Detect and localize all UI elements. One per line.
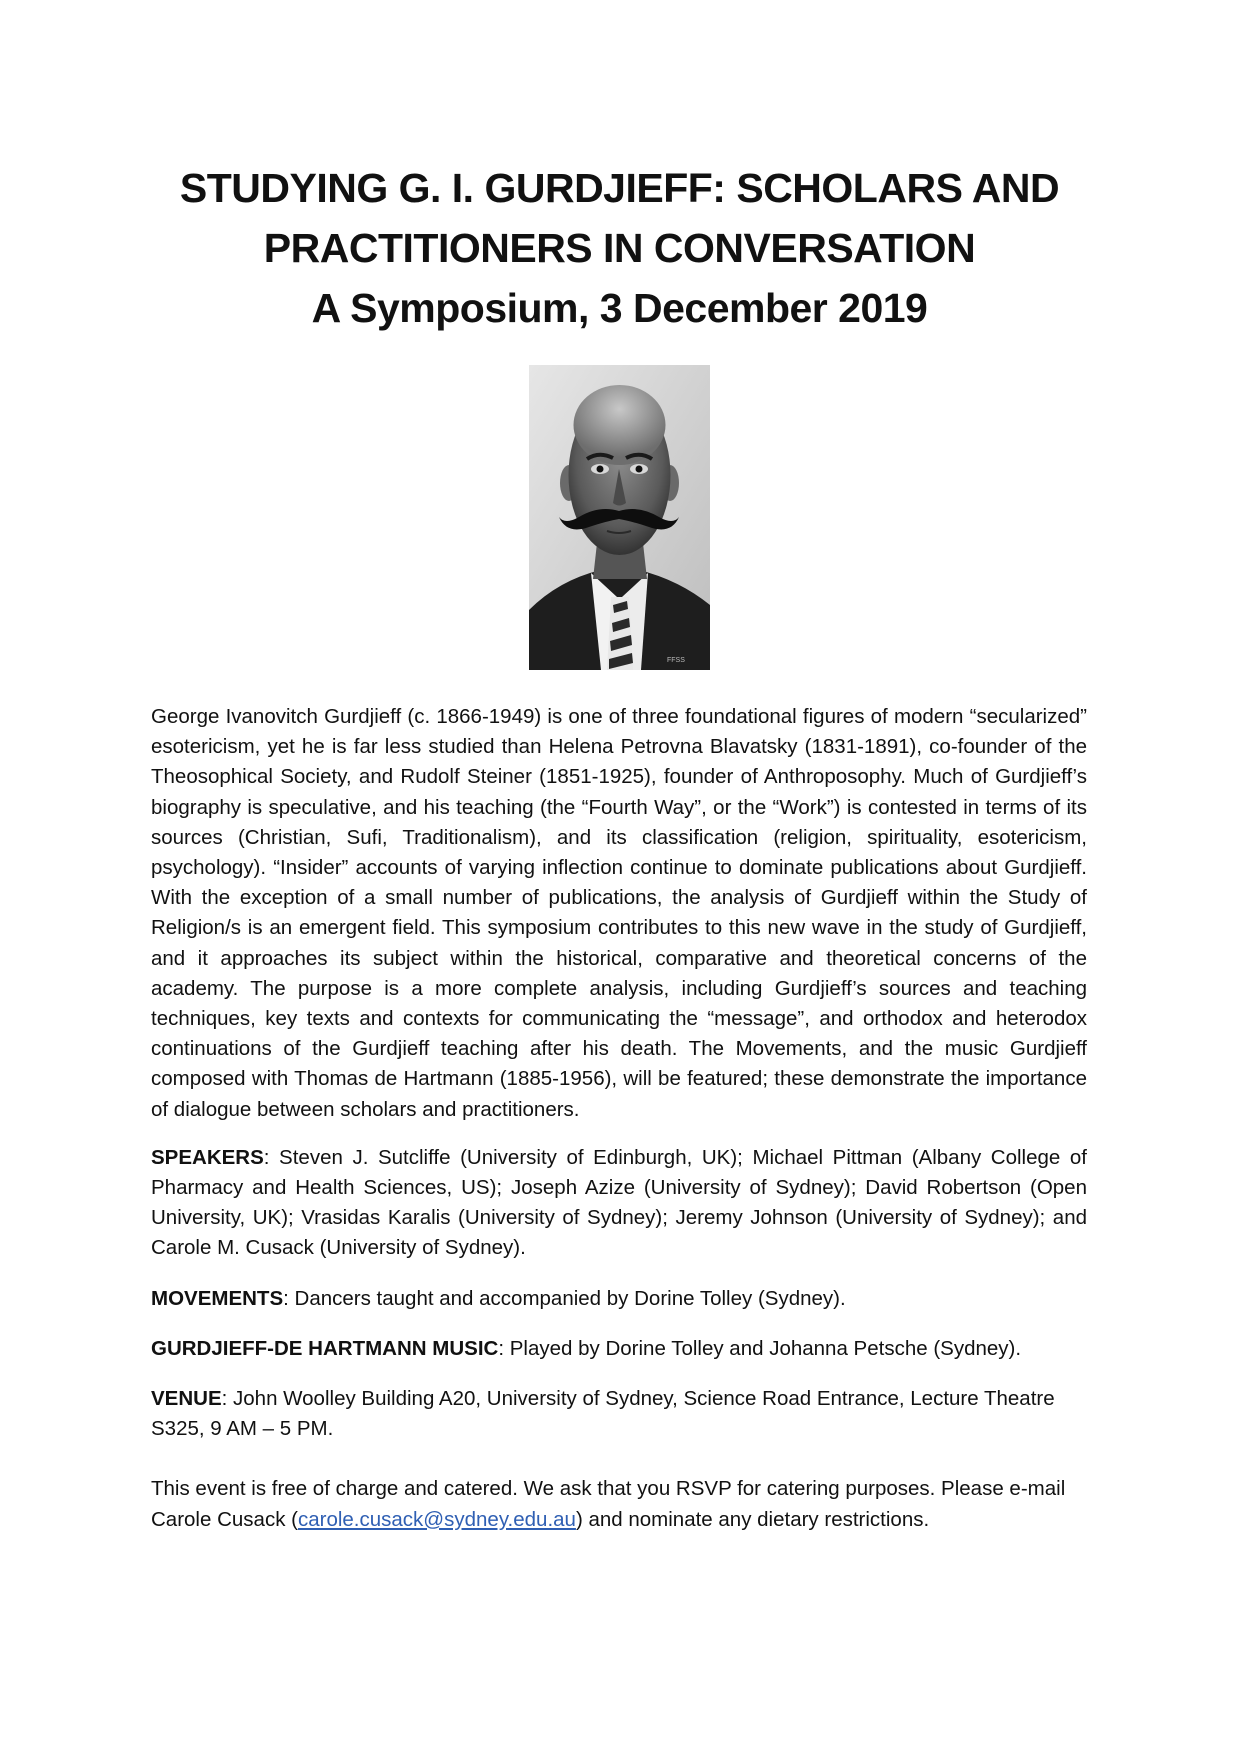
movements-text: : Dancers taught and accompanied by Dorine Tolley (Sydney). [283, 1286, 846, 1310]
photo-mark: FFSS [667, 657, 685, 664]
rsvp-text-before: This event is free of charge and catered. We ask that you RSVP for catering purposes. Please e-mail Carole Cusack ( [151, 1477, 1066, 1531]
page-title [140, 158, 1099, 338]
flyer-body [151, 702, 1087, 1535]
movements-paragraph [151, 1284, 1087, 1314]
title-line-2: PRACTITIONERS IN CONVERSATION [263, 225, 976, 271]
speakers-text: : Steven J. Sutcliffe (University of Edinburgh, UK); Michael Pittman (Albany College of Pharmacy and Health Sciences, US); Joseph Azize (University of Sydney); David Robertson (Open University, UK); Vrasidas Karalis (University of Sydney); Jeremy Johnson (University of Sydney); and Carole M. Cusack (University of Sydney). [151, 1145, 1087, 1260]
venue-text: : John Woolley Building A20, University of Sydney, Science Road Entrance, Lecture Theatre S325, 9 AM – 5 PM. [151, 1387, 1055, 1441]
abstract-paragraph: George Ivanovitch Gurdjieff (c. 1866-1949) is one of three foundational figures of modern “secularized” esotericism, yet he is far less studied than Helena Petrovna Blavatsky (1831-1891), co-founder of the Theosophical Society, and Rudolf Steiner (1851-1925), founder of Anthroposophy. Much of Gurdjieff’s biography is speculative, and his teaching (the “Fourth Way”, or the “Work”) is contested in terms of its sources (Christian, Sufi, Traditionalism), and its classification (religion, spirituality, esotericism, psychology). “Insider” accounts of varying inflection continue to dominate publications about Gurdjieff. With the exception of a small number of publications, the analysis of Gurdjieff within the Study of Religion/s is an emergent field. This symposium contributes to this new wave in the study of Gurdjieff, and it approaches its subject within the historical, comparative and theoretical concerns of the academy. The purpose is a more complete analysis, including Gurdjieff’s sources and teaching techniques, key texts and contexts for communicating the “message”, and orthodox and heterodox continuations of the Gurdjieff teaching after his death. The Movements, and the music Gurdjieff composed with Thomas de Hartmann (1885-1956), will be featured; these demonstrate the importance of dialogue between scholars and practitioners. [151, 705, 1087, 1121]
rsvp-text-after: ) and nominate any dietary restrictions. [575, 1507, 930, 1531]
speakers-label: SPEAKERS [151, 1145, 264, 1169]
music-paragraph [151, 1334, 1087, 1364]
portrait-photo-icon [529, 365, 710, 670]
rsvp-paragraph [151, 1474, 1087, 1534]
portrait-photo [529, 365, 710, 670]
title-line-1: STUDYING G. I. GURDJIEFF: SCHOLARS AND [179, 165, 1060, 211]
title-line-3: A Symposium, 3 December 2019 [311, 285, 928, 331]
music-text: : Played by Dorine Tolley and Johanna Petsche (Sydney). [498, 1336, 1022, 1360]
venue-paragraph [151, 1384, 1087, 1444]
venue-label: VENUE [151, 1387, 222, 1411]
music-label: GURDJIEFF-DE HARTMANN MUSIC [151, 1336, 499, 1360]
movements-label: MOVEMENTS [151, 1286, 284, 1310]
speakers-paragraph [151, 1143, 1087, 1264]
email-link[interactable]: carole.cusack@sydney.edu.au [297, 1507, 576, 1531]
